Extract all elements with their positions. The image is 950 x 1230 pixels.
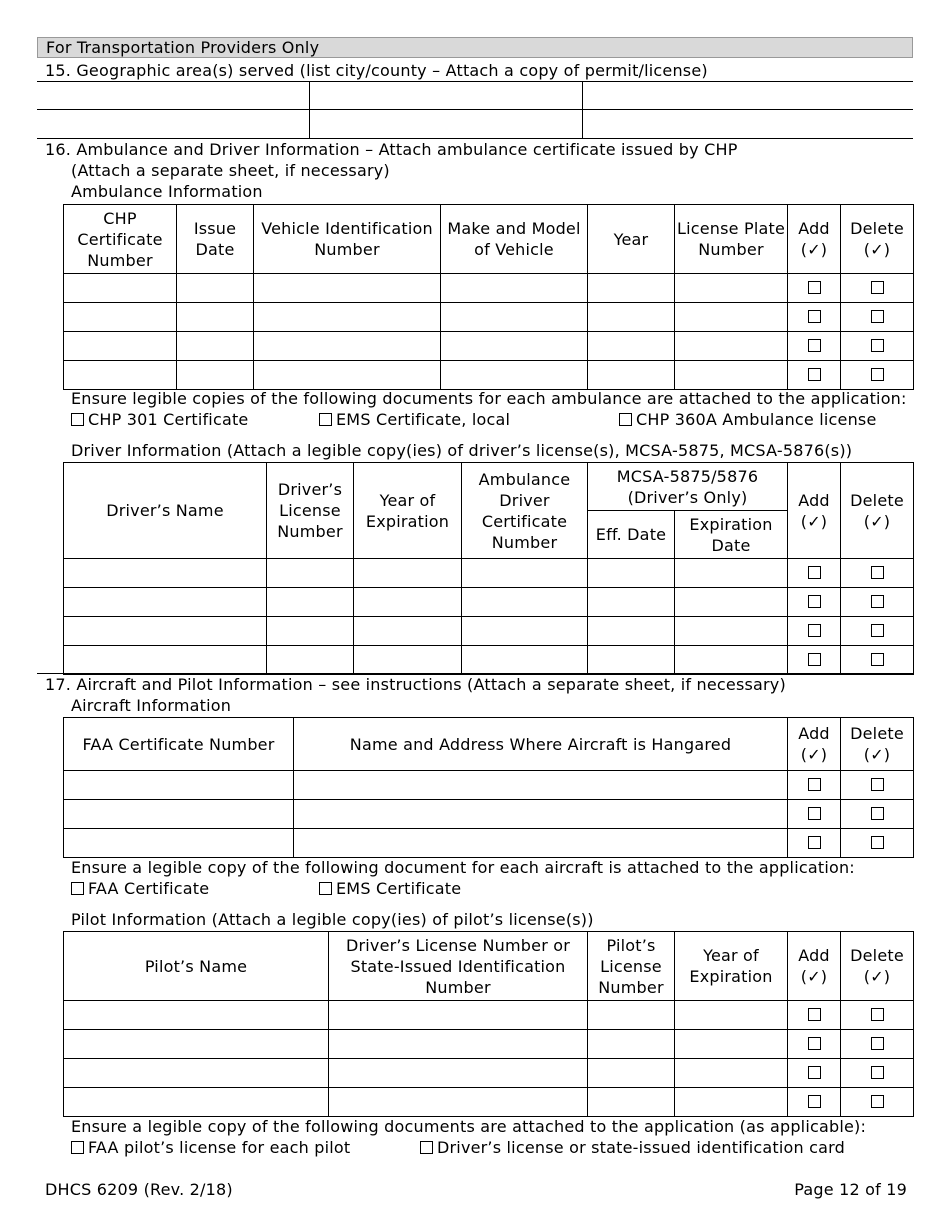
section-header-text: For Transportation Providers Only bbox=[46, 38, 320, 57]
table-cell[interactable] bbox=[675, 1059, 788, 1088]
option-driver-license-id[interactable] bbox=[420, 1138, 845, 1158]
faa-pilot-license-checkbox[interactable] bbox=[71, 1141, 84, 1154]
delete-checkbox[interactable] bbox=[871, 310, 884, 323]
table-cell[interactable] bbox=[675, 1030, 788, 1059]
col-add: Add (✓) bbox=[788, 463, 841, 559]
add-checkbox[interactable] bbox=[808, 1008, 821, 1021]
col-delete: Delete (✓) bbox=[841, 718, 914, 771]
table-cell[interactable] bbox=[64, 332, 177, 361]
col-year-expiration: Year of Expiration bbox=[675, 932, 788, 1001]
driver-license-id-checkbox[interactable] bbox=[420, 1141, 433, 1154]
table-row bbox=[64, 559, 914, 588]
aircraft-ensure-text: Ensure a legible copy of the following document for each aircraft is attached to the application: bbox=[71, 858, 855, 877]
table-row bbox=[64, 771, 914, 800]
col-driver-license: Driver’s License Number bbox=[267, 463, 354, 559]
table-cell[interactable] bbox=[64, 617, 267, 646]
add-checkbox[interactable] bbox=[808, 836, 821, 849]
table-cell[interactable] bbox=[267, 588, 354, 617]
col-driver-license-or-id: Driver’s License Number or State-Issued Identification Number bbox=[329, 932, 588, 1001]
table-cell[interactable] bbox=[588, 646, 675, 675]
table-cell[interactable] bbox=[64, 771, 294, 800]
delete-checkbox[interactable] bbox=[871, 595, 884, 608]
q15-label: 15. Geographic area(s) served (list city/county – Attach a copy of permit/license) bbox=[45, 61, 708, 80]
q16-sublabel: (Attach a separate sheet, if necessary) bbox=[71, 161, 390, 180]
table-cell[interactable] bbox=[462, 646, 588, 675]
table-cell[interactable] bbox=[588, 617, 675, 646]
delete-checkbox[interactable] bbox=[871, 836, 884, 849]
col-expiration-date: Expiration Date bbox=[675, 511, 788, 559]
chp-360a-checkbox[interactable] bbox=[619, 413, 632, 426]
table-cell[interactable] bbox=[177, 332, 254, 361]
aircraft-info-title: Aircraft Information bbox=[71, 696, 232, 715]
col-pilot-name: Pilot’s Name bbox=[64, 932, 329, 1001]
add-checkbox[interactable] bbox=[808, 1037, 821, 1050]
q17-label: 17. Aircraft and Pilot Information – see instructions (Attach a separate sheet, if necessary) bbox=[45, 675, 786, 694]
add-checkbox[interactable] bbox=[808, 807, 821, 820]
table-cell[interactable] bbox=[64, 1030, 329, 1059]
add-checkbox[interactable] bbox=[808, 368, 821, 381]
table-row bbox=[64, 829, 914, 858]
footer-page-number: Page 12 of 19 bbox=[794, 1180, 907, 1199]
q15-line-bottom bbox=[37, 138, 913, 139]
col-year: Year bbox=[588, 205, 675, 274]
delete-checkbox[interactable] bbox=[871, 1037, 884, 1050]
table-cell[interactable] bbox=[64, 1001, 329, 1030]
option-chp-301[interactable] bbox=[71, 410, 248, 430]
table-row bbox=[64, 303, 914, 332]
table-row bbox=[64, 332, 914, 361]
table-cell[interactable] bbox=[675, 646, 788, 675]
table-cell[interactable] bbox=[675, 303, 788, 332]
table-row bbox=[64, 800, 914, 829]
table-row bbox=[64, 361, 914, 390]
col-driver-name: Driver’s Name bbox=[64, 463, 267, 559]
delete-checkbox[interactable] bbox=[871, 778, 884, 791]
option-label: FAA Certificate bbox=[88, 879, 210, 898]
table-cell[interactable] bbox=[64, 588, 267, 617]
delete-checkbox[interactable] bbox=[871, 281, 884, 294]
delete-checkbox[interactable] bbox=[871, 624, 884, 637]
table-cell[interactable] bbox=[354, 559, 462, 588]
add-checkbox[interactable] bbox=[808, 1095, 821, 1108]
add-checkbox[interactable] bbox=[808, 310, 821, 323]
col-mcsa: MCSA-5875/5876 (Driver’s Only) bbox=[588, 463, 788, 511]
table-cell[interactable] bbox=[177, 274, 254, 303]
option-chp-360a[interactable] bbox=[619, 410, 877, 430]
table-cell[interactable] bbox=[588, 1088, 675, 1117]
option-label: EMS Certificate, local bbox=[336, 410, 511, 429]
col-year-expiration: Year of Expiration bbox=[354, 463, 462, 559]
option-ems-certificate[interactable] bbox=[319, 879, 461, 899]
table-cell[interactable] bbox=[588, 303, 675, 332]
table-cell[interactable] bbox=[177, 303, 254, 332]
table-cell[interactable] bbox=[254, 274, 441, 303]
table-cell[interactable] bbox=[64, 559, 267, 588]
col-hangar-address: Name and Address Where Aircraft is Hangared bbox=[294, 718, 788, 771]
table-cell[interactable] bbox=[588, 1059, 675, 1088]
q16-bottom-line bbox=[37, 673, 913, 674]
delete-checkbox[interactable] bbox=[871, 566, 884, 579]
table-cell[interactable] bbox=[588, 274, 675, 303]
table-cell[interactable] bbox=[267, 617, 354, 646]
table-cell[interactable] bbox=[462, 617, 588, 646]
table-cell[interactable] bbox=[329, 1001, 588, 1030]
table-cell[interactable] bbox=[675, 361, 788, 390]
delete-checkbox[interactable] bbox=[871, 1066, 884, 1079]
table-cell[interactable] bbox=[588, 588, 675, 617]
table-cell[interactable] bbox=[354, 646, 462, 675]
driver-info-title: Driver Information (Attach a legible copy(ies) of driver’s license(s), MCSA-5875, MCSA-5876(s)) bbox=[71, 441, 853, 460]
table-cell[interactable] bbox=[294, 829, 788, 858]
table-cell[interactable] bbox=[354, 588, 462, 617]
pilot-table bbox=[63, 931, 914, 1117]
table-cell[interactable] bbox=[64, 829, 294, 858]
col-pilot-license: Pilot’s License Number bbox=[588, 932, 675, 1001]
table-cell[interactable] bbox=[675, 1001, 788, 1030]
add-checkbox[interactable] bbox=[808, 653, 821, 666]
option-faa-certificate[interactable] bbox=[71, 879, 209, 899]
table-cell[interactable] bbox=[64, 1088, 329, 1117]
ems-certificate-checkbox[interactable] bbox=[319, 882, 332, 895]
q15-line-top bbox=[37, 81, 913, 82]
table-cell[interactable] bbox=[329, 1088, 588, 1117]
add-checkbox[interactable] bbox=[808, 566, 821, 579]
table-cell[interactable] bbox=[462, 588, 588, 617]
section-header-bar bbox=[37, 37, 913, 58]
table-cell[interactable] bbox=[588, 1030, 675, 1059]
delete-checkbox[interactable] bbox=[871, 1008, 884, 1021]
col-issue-date: Issue Date bbox=[177, 205, 254, 274]
table-cell[interactable] bbox=[588, 1001, 675, 1030]
table-cell[interactable] bbox=[329, 1059, 588, 1088]
q15-divider-1 bbox=[309, 81, 310, 138]
table-cell[interactable] bbox=[267, 646, 354, 675]
add-checkbox[interactable] bbox=[808, 1066, 821, 1079]
table-cell[interactable] bbox=[254, 361, 441, 390]
option-ems-local[interactable] bbox=[319, 410, 510, 430]
table-row bbox=[64, 1059, 914, 1088]
table-cell[interactable] bbox=[64, 800, 294, 829]
table-cell[interactable] bbox=[441, 274, 588, 303]
option-faa-pilot-license[interactable] bbox=[71, 1138, 350, 1158]
option-label: EMS Certificate bbox=[336, 879, 462, 898]
col-delete: Delete (✓) bbox=[841, 205, 914, 274]
ems-local-checkbox[interactable] bbox=[319, 413, 332, 426]
table-cell[interactable] bbox=[441, 361, 588, 390]
table-row bbox=[64, 274, 914, 303]
table-cell[interactable] bbox=[267, 559, 354, 588]
col-add: Add (✓) bbox=[788, 718, 841, 771]
table-cell[interactable] bbox=[294, 800, 788, 829]
add-checkbox[interactable] bbox=[808, 595, 821, 608]
table-cell[interactable] bbox=[588, 559, 675, 588]
table-cell[interactable] bbox=[588, 361, 675, 390]
delete-checkbox[interactable] bbox=[871, 339, 884, 352]
col-chp-certificate: CHP Certificate Number bbox=[64, 205, 177, 274]
table-cell[interactable] bbox=[64, 303, 177, 332]
delete-checkbox[interactable] bbox=[871, 1095, 884, 1108]
option-label: FAA pilot’s license for each pilot bbox=[88, 1138, 351, 1157]
delete-checkbox[interactable] bbox=[871, 368, 884, 381]
q16-label: 16. Ambulance and Driver Information – Attach ambulance certificate issued by CHP bbox=[45, 140, 738, 159]
table-cell[interactable] bbox=[675, 274, 788, 303]
col-make-model: Make and Model of Vehicle bbox=[441, 205, 588, 274]
add-checkbox[interactable] bbox=[808, 339, 821, 352]
table-cell[interactable] bbox=[441, 332, 588, 361]
chp-301-checkbox[interactable] bbox=[71, 413, 84, 426]
option-label: CHP 360A Ambulance license bbox=[636, 410, 877, 429]
table-cell[interactable] bbox=[675, 332, 788, 361]
pilot-ensure-text: Ensure a legible copy of the following documents are attached to the application (as applicable): bbox=[71, 1117, 867, 1136]
table-cell[interactable] bbox=[675, 1088, 788, 1117]
delete-checkbox[interactable] bbox=[871, 807, 884, 820]
pilot-info-title: Pilot Information (Attach a legible copy(ies) of pilot’s license(s)) bbox=[71, 910, 594, 929]
table-cell[interactable] bbox=[254, 303, 441, 332]
table-cell[interactable] bbox=[675, 617, 788, 646]
ambulance-info-title: Ambulance Information bbox=[71, 182, 263, 201]
col-delete: Delete (✓) bbox=[841, 463, 914, 559]
table-cell[interactable] bbox=[441, 303, 588, 332]
col-faa-certificate: FAA Certificate Number bbox=[64, 718, 294, 771]
option-label: Driver’s license or state-issued identification card bbox=[437, 1138, 845, 1157]
table-cell[interactable] bbox=[177, 361, 254, 390]
col-vin: Vehicle Identification Number bbox=[254, 205, 441, 274]
table-cell[interactable] bbox=[64, 274, 177, 303]
table-cell[interactable] bbox=[675, 588, 788, 617]
table-row bbox=[64, 617, 914, 646]
ambulance-table bbox=[63, 204, 914, 390]
q15-line-mid bbox=[37, 109, 913, 110]
table-cell[interactable] bbox=[675, 559, 788, 588]
option-label: CHP 301 Certificate bbox=[88, 410, 249, 429]
col-license-plate: License Plate Number bbox=[675, 205, 788, 274]
ambulance-ensure-text: Ensure legible copies of the following documents for each ambulance are attached to the application: bbox=[71, 389, 907, 408]
table-cell[interactable] bbox=[354, 617, 462, 646]
table-cell[interactable] bbox=[462, 559, 588, 588]
col-add: Add (✓) bbox=[788, 932, 841, 1001]
q15-divider-2 bbox=[582, 81, 583, 138]
add-checkbox[interactable] bbox=[808, 281, 821, 294]
col-delete: Delete (✓) bbox=[841, 932, 914, 1001]
table-cell[interactable] bbox=[329, 1030, 588, 1059]
aircraft-table bbox=[63, 717, 914, 858]
table-cell[interactable] bbox=[64, 361, 177, 390]
table-row bbox=[64, 1001, 914, 1030]
table-row bbox=[64, 1030, 914, 1059]
driver-table bbox=[63, 462, 914, 675]
table-cell[interactable] bbox=[294, 771, 788, 800]
table-row bbox=[64, 588, 914, 617]
table-row bbox=[64, 1088, 914, 1117]
col-eff-date: Eff. Date bbox=[588, 511, 675, 559]
footer-form-id: DHCS 6209 (Rev. 2/18) bbox=[45, 1180, 233, 1199]
table-cell[interactable] bbox=[64, 1059, 329, 1088]
table-cell[interactable] bbox=[254, 332, 441, 361]
faa-certificate-checkbox[interactable] bbox=[71, 882, 84, 895]
table-cell[interactable] bbox=[588, 332, 675, 361]
table-row bbox=[64, 646, 914, 675]
col-add: Add (✓) bbox=[788, 205, 841, 274]
add-checkbox[interactable] bbox=[808, 624, 821, 637]
delete-checkbox[interactable] bbox=[871, 653, 884, 666]
table-cell[interactable] bbox=[64, 646, 267, 675]
add-checkbox[interactable] bbox=[808, 778, 821, 791]
col-ambulance-driver-cert: Ambulance Driver Certificate Number bbox=[462, 463, 588, 559]
